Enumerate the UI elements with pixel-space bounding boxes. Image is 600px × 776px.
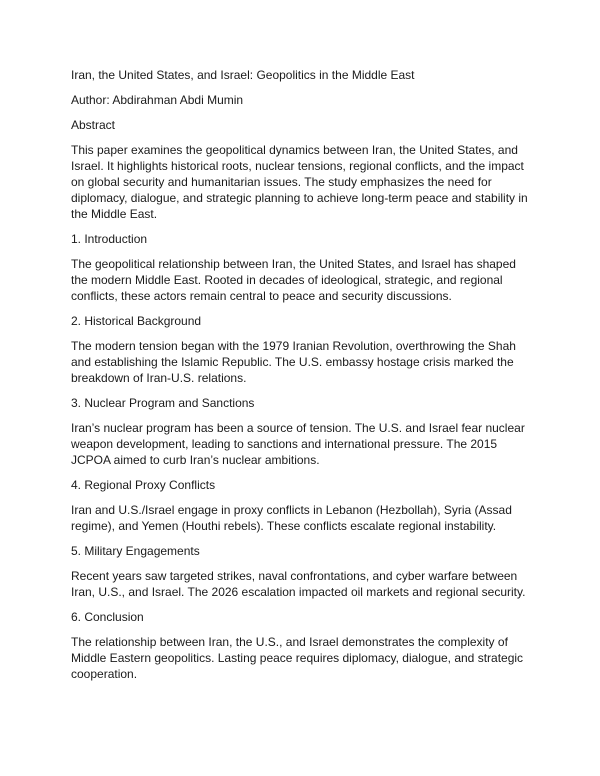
- section-text: Iran’s nuclear program has been a source of tension. The U.S. and Israel fear nuclear weapon development, leading to sanctions and international pressure. The 2015 JCPOA aimed to curb Iran’s nuclear ambitions.: [71, 421, 525, 467]
- section-historical-background: [71, 313, 533, 386]
- document-author: Author: Abdirahman Abdi Mumin: [71, 93, 244, 107]
- abstract-heading: Abstract: [71, 118, 116, 132]
- section-text: Recent years saw targeted strikes, naval confrontations, and cyber warfare between Iran, U.S., and Israel. The 2026 escalation impacted oil markets and regional security.: [71, 569, 526, 599]
- section-heading: 3. Nuclear Program and Sanctions: [71, 396, 255, 410]
- section-heading: 2. Historical Background: [71, 314, 202, 328]
- section-military-engagements: [71, 543, 533, 600]
- section-conclusion: [71, 609, 533, 682]
- section-heading: 6. Conclusion: [71, 610, 144, 624]
- section-introduction: [71, 231, 533, 304]
- section-heading: 4. Regional Proxy Conflicts: [71, 478, 216, 492]
- section-proxy-conflicts: [71, 477, 533, 534]
- abstract-text: This paper examines the geopolitical dynamics between Iran, the United States, and Israel. It highlights historical roots, nuclear tensions, regional conflicts, and the impact on global security and humanitarian issues. The study emphasizes the need for diplomacy, dialogue, and strategic planning to achieve long-term peace and stability in the Middle East.: [71, 143, 528, 221]
- section-heading: 1. Introduction: [71, 232, 148, 246]
- section-nuclear-program: [71, 395, 533, 468]
- section-heading: 5. Military Engagements: [71, 544, 200, 558]
- section-text: The geopolitical relationship between Iran, the United States, and Israel has shaped the modern Middle East. Rooted in decades of ideological, strategic, and regional conflicts, these actors remain central to peace and security discussions.: [71, 257, 516, 303]
- section-text: The modern tension began with the 1979 Iranian Revolution, overthrowing the Shah and establishing the Islamic Republic. The U.S. embassy hostage crisis marked the breakdown of Iran-U.S. relations.: [71, 339, 516, 385]
- document-page: [71, 67, 533, 691]
- section-text: The relationship between Iran, the U.S., and Israel demonstrates the complexity of Middle Eastern geopolitics. Lasting peace requires diplomacy, dialogue, and strategic cooperation.: [71, 635, 524, 681]
- section-text: Iran and U.S./Israel engage in proxy conflicts in Lebanon (Hezbollah), Syria (Assad regime), and Yemen (Houthi rebels). These conflicts escalate regional instability.: [71, 503, 512, 533]
- document-title: Iran, the United States, and Israel: Geopolitics in the Middle East: [71, 68, 415, 82]
